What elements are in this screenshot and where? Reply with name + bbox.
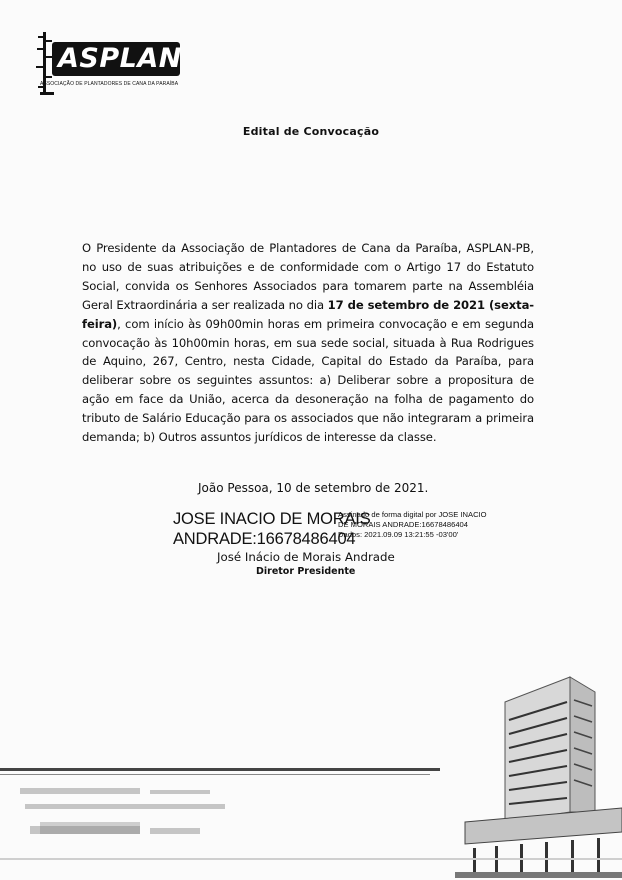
digital-name-line1: JOSE INACIO DE MORAIS xyxy=(173,510,371,528)
digital-signature-note xyxy=(338,510,518,540)
logo-subtitle: ASSOCIAÇÃO DE PLANTADORES DE CANA DA PARAÍBA xyxy=(40,81,179,87)
note-line3: Dados: 2021.09.09 13:21:55 -03'00' xyxy=(338,530,459,539)
body-paragraph xyxy=(82,239,534,447)
note-line2: DE MORAIS ANDRADE:16678486404 xyxy=(338,520,469,529)
paragraph-text-2: , com início às 09h00min horas em primeira convocação e em segunda convocação às 10h00min horas, em sua sede social, situada à Rua Rodrigues de Aquino, 267, Centro, nesta Cidade, Capital do Estado da Paraíba, para deliberar sobre os seguintes assuntos: a) Deliberar sobre a propositura de ação em face da União, acerca da desoneração na folha de pagamento do tributo de Salário Educação para os associados que não integraram a primeira demanda; b) Outros assuntos jurídicos de interesse da classe. xyxy=(82,316,534,445)
scan-artifact-bar xyxy=(0,758,622,880)
signer-name: José Inácio de Morais Andrade xyxy=(217,550,395,564)
logo-text: ASPLAN xyxy=(58,43,182,74)
signer-role: Diretor Presidente xyxy=(256,566,356,577)
paragraph-date-bold: 17 de setembro de 2021 (sexta-feira) xyxy=(82,297,534,331)
digital-name-line2: ANDRADE:16678486404 xyxy=(173,530,356,548)
paragraph-text-1: O Presidente da Associação de Plantadores de Cana da Paraíba, ASPLAN-PB, no uso de suas atribuições e de conformidade com o Artigo 17 do Estatuto Social, convida os Senhores Associados para tomarem parte na Assembléia Geral Extraordinária a ser realizada no dia xyxy=(82,241,534,312)
document-title: Edital de Convocação xyxy=(242,125,380,138)
note-line1: Assinado de forma digital por JOSE INACIO xyxy=(338,510,487,519)
place-date: João Pessoa, 10 de setembro de 2021. xyxy=(198,481,429,495)
